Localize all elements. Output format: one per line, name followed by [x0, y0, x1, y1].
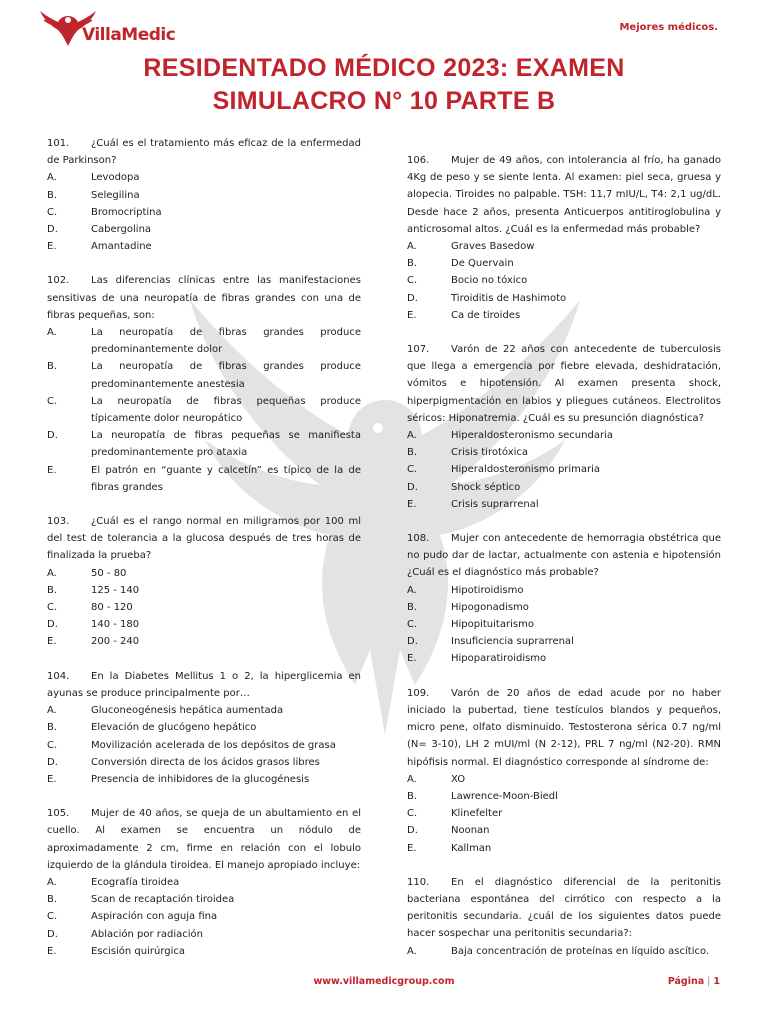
question-text: Las diferencias clínicas entre las manifestaciones sensitivas de una neuropatía de fibras grandes con una de fibras pequeñas, son:: [47, 275, 361, 321]
answer-option: [407, 943, 721, 960]
option-letter: A.: [407, 945, 417, 957]
question-number: 105.: [47, 808, 70, 820]
question-stem: [407, 341, 721, 427]
answer-option: [47, 702, 361, 719]
answer-option: [47, 633, 361, 650]
answer-option: [47, 943, 361, 960]
question-stem: [407, 152, 721, 238]
option-text: El patrón en “guante y calcetín” es típico de la de fibras grandes: [91, 464, 361, 493]
option-letter: D.: [47, 928, 58, 940]
answer-option: [47, 771, 361, 788]
answer-option: [47, 358, 361, 392]
answer-option: [47, 427, 361, 461]
option-letter: C.: [407, 275, 418, 287]
question-stem: [407, 530, 721, 582]
option-text: Ablación por radiación: [91, 928, 203, 940]
option-text: Lawrence-Moon-Biedl: [451, 790, 558, 802]
answer-option: [407, 599, 721, 616]
answer-option: [47, 221, 361, 238]
option-text: Aspiración con aguja fina: [91, 911, 218, 923]
title-line-1: RESIDENTADO MÉDICO 2023: EXAMEN: [143, 54, 625, 82]
option-letter: A.: [47, 327, 57, 339]
answer-option: [47, 616, 361, 633]
option-letter: D.: [47, 430, 58, 442]
option-letter: C.: [47, 602, 58, 614]
page-label: Página: [667, 976, 705, 987]
option-text: Selegilina: [91, 189, 140, 201]
question-item: [407, 341, 721, 513]
question-item: [407, 530, 721, 668]
option-letter: A.: [47, 876, 57, 888]
question-item: [47, 668, 361, 788]
answer-option: [47, 926, 361, 943]
question-stem: [47, 668, 361, 702]
question-stem: [47, 272, 361, 324]
option-letter: B.: [47, 722, 58, 734]
option-letter: E.: [407, 498, 417, 510]
answer-option: [407, 633, 721, 650]
option-text: Presencia de inhibidores de la glucogénesis: [91, 773, 310, 785]
answer-option: [47, 582, 361, 599]
option-letter: A.: [407, 241, 417, 253]
option-letter: A.: [407, 584, 417, 596]
question-stem: [47, 513, 361, 565]
option-letter: D.: [407, 481, 418, 493]
option-text: Cabergolina: [91, 224, 152, 236]
page-number: 1: [713, 976, 720, 987]
page-title: [0, 52, 768, 118]
option-text: Conversión directa de los ácidos grasos libres: [91, 756, 320, 768]
option-text: Escisión quirúrgica: [91, 945, 186, 957]
option-text: Movilización acelerada de los depósitos de grasa: [91, 739, 336, 751]
option-text: Crisis tirotóxica: [451, 447, 529, 459]
option-text: Baja concentración de proteínas en líquido ascítico.: [451, 945, 710, 957]
brand-name: VillaMedic: [82, 25, 176, 45]
answer-option: [47, 737, 361, 754]
question-text: Varón de 20 años de edad acude por no haber iniciado la pubertad, tiene testículos blandos y pequeños, micro pene, olfato disminuido. Testosterona sérica 0.7 ng/ml (N= 3-10), LH 2 mUI/ml (N 2-12), PRL 7 ng/ml (N2-20). RMN hipófisis normal. El diagnóstico corresponde al síndrome de:: [407, 687, 721, 768]
option-letter: D.: [407, 636, 418, 648]
option-text: De Quervain: [451, 258, 514, 270]
answer-option: [407, 496, 721, 513]
option-letter: C.: [47, 911, 58, 923]
option-letter: E.: [407, 842, 417, 854]
question-number: 109.: [407, 687, 430, 699]
question-text: Mujer de 49 años, con intolerancia al frío, ha ganado 4Kg de peso y se siente lenta. Al examen: piel seca, gruesa y alopecia. Tiroides no palpable. TSH: 11,7 mIU/L, T4: 2,1 ug/dL. Desde hace 2 años, presenta Anticuerpos antitiroglobulina y anticrosomal altos. ¿Cuál es la enfermedad más probable?: [407, 155, 721, 235]
option-letter: B.: [47, 361, 58, 373]
question-text: En el diagnóstico diferencial de la peritonitis bacteriana espontánea del cirrótico con respecto a la peritonitis secundaria. ¿cuál de los siguientes datos puede hacer sospechar una peritonitis secundaria?:: [407, 876, 721, 940]
answer-option: [407, 788, 721, 805]
option-letter: C.: [407, 808, 418, 820]
answer-option: [47, 908, 361, 925]
option-letter: A.: [47, 567, 57, 579]
option-text: Shock séptico: [451, 481, 521, 493]
answer-option: [47, 754, 361, 771]
answer-option: [47, 719, 361, 736]
option-text: Ecografía tiroidea: [91, 876, 180, 888]
answer-option: [47, 169, 361, 186]
question-stem: [407, 874, 721, 943]
option-letter: E.: [47, 464, 57, 476]
option-text: Elevación de glucógeno hepático: [91, 722, 257, 734]
title-line-2: SIMULACRO N° 10 PARTE B: [212, 87, 556, 115]
page-separator: |: [707, 976, 711, 987]
option-text: Crisis suprarrenal: [451, 498, 539, 510]
option-text: Bromocriptina: [91, 206, 162, 218]
question-text: ¿Cuál es el rango normal en miligramos por 100 ml del test de tolerancia a la glucosa después de tres horas de finalizada la prueba?: [47, 516, 361, 562]
option-text: La neuropatía de fibras grandes produce predominantemente anestesia: [91, 361, 361, 390]
option-letter: C.: [407, 619, 418, 631]
option-text: Hipopituitarismo: [451, 619, 534, 631]
question-text: ¿Cuál es el tratamiento más eficaz de la enfermedad de Parkinson?: [47, 138, 361, 167]
option-letter: D.: [47, 224, 58, 236]
question-number: 104.: [47, 670, 70, 682]
question-item: [47, 805, 361, 960]
option-text: XO: [451, 773, 466, 785]
option-letter: B.: [407, 790, 418, 802]
answer-option: [407, 840, 721, 857]
option-text: 140 - 180: [91, 619, 140, 631]
page-header: [0, 0, 768, 48]
question-number: 101.: [47, 138, 70, 149]
option-text: Hipotiroidismo: [451, 584, 524, 596]
answer-option: [407, 771, 721, 788]
question-stem: [47, 805, 361, 874]
answer-option: [47, 393, 361, 427]
answer-option: [47, 324, 361, 358]
footer-page-number: [668, 976, 720, 987]
footer-url[interactable]: www.villamedicgroup.com: [313, 976, 455, 987]
option-letter: D.: [407, 825, 418, 837]
answer-option: [407, 307, 721, 324]
question-item: [407, 685, 721, 857]
question-number: 110.: [407, 876, 430, 888]
answer-option: [47, 238, 361, 255]
question-item: [407, 874, 721, 960]
question-text: Varón de 22 años con antecedente de tuberculosis que llega a emergencia por fiebre elevada, deshidratación, vómitos e hipotensión. Al examen presenta shock, hiperpigmentación en labios y pliegues cutáneos. Electrolitos séricos: Hiponatremia. ¿Cuál es su presunción diagnóstica?: [407, 344, 721, 424]
tagline: Mejores médicos.: [619, 22, 718, 33]
option-text: 125 - 140: [91, 584, 140, 596]
question-item: [407, 152, 721, 324]
option-letter: C.: [47, 739, 58, 751]
option-text: Klinefelter: [451, 808, 503, 820]
option-text: La neuropatía de fibras grandes produce predominantemente dolor: [91, 327, 361, 356]
option-text: Amantadine: [91, 241, 152, 253]
option-text: Ca de tiroides: [451, 309, 521, 321]
option-letter: B.: [407, 601, 418, 613]
option-text: Hipogonadismo: [451, 601, 529, 613]
option-text: La neuropatía de fibras pequeñas se manifiesta predominantemente pro ataxia: [91, 430, 361, 459]
option-text: 200 - 240: [91, 636, 140, 648]
option-letter: D.: [47, 756, 58, 768]
option-letter: A.: [47, 705, 57, 717]
question-item: [47, 513, 361, 651]
option-text: Levodopa: [91, 172, 140, 184]
question-text: Mujer de 40 años, se queja de un abultamiento en el cuello. Al examen se encuentra un nódulo de aproximadamente 2 cm, firme en relación con el lobulo izquierdo de la glándula tiroidea. El manejo apropiado incluye:: [47, 808, 361, 871]
option-letter: E.: [47, 241, 57, 253]
answer-option: [47, 891, 361, 908]
answer-option: [407, 582, 721, 599]
option-text: Graves Basedow: [451, 241, 535, 253]
option-letter: D.: [47, 619, 58, 631]
option-text: 50 - 80: [91, 567, 127, 579]
answer-option: [407, 290, 721, 307]
option-letter: B.: [407, 447, 418, 459]
question-number: 108.: [407, 533, 430, 545]
answer-option: [407, 805, 721, 822]
option-text: 80 - 120: [91, 602, 133, 614]
answer-option: [407, 272, 721, 289]
answer-option: [407, 427, 721, 444]
option-letter: E.: [407, 309, 417, 321]
answer-option: [407, 444, 721, 461]
answer-option: [47, 565, 361, 582]
question-number: 102.: [47, 275, 70, 287]
question-item: [47, 272, 361, 496]
question-number: 107.: [407, 344, 430, 356]
answer-option: [47, 874, 361, 891]
question-number: 106.: [407, 155, 430, 166]
option-letter: A.: [407, 773, 417, 785]
option-text: Scan de recaptación tiroidea: [91, 894, 235, 906]
question-number: 103.: [47, 516, 70, 528]
answer-option: [407, 461, 721, 478]
option-letter: E.: [47, 636, 57, 648]
question-item: [47, 135, 361, 255]
option-letter: C.: [47, 395, 58, 407]
option-letter: E.: [407, 653, 417, 665]
option-letter: C.: [47, 206, 58, 218]
option-letter: B.: [407, 258, 418, 270]
option-letter: E.: [47, 945, 57, 957]
option-letter: B.: [47, 894, 58, 906]
answer-option: [407, 822, 721, 839]
questions-right-column: [407, 152, 721, 977]
option-text: Gluconeogénesis hepática aumentada: [91, 705, 284, 717]
option-text: Hiperaldosteronismo secundaria: [451, 430, 613, 442]
option-letter: C.: [407, 464, 418, 476]
question-stem: [407, 685, 721, 771]
question-stem: [47, 135, 361, 169]
answer-option: [407, 255, 721, 272]
answer-option: [47, 204, 361, 221]
answer-option: [47, 187, 361, 204]
option-letter: B.: [47, 584, 58, 596]
option-text: Tiroiditis de Hashimoto: [451, 292, 567, 304]
option-text: Kallman: [451, 842, 492, 854]
option-letter: B.: [47, 189, 58, 201]
option-text: La neuropatía de fibras pequeñas produce típicamente dolor neuropático: [91, 395, 361, 425]
option-text: Bocio no tóxico: [451, 275, 528, 287]
answer-option: [407, 238, 721, 255]
option-text: Hiperaldosteronismo primaria: [451, 464, 601, 476]
questions-left-column: [47, 135, 361, 977]
answer-option: [47, 599, 361, 616]
answer-option: [407, 616, 721, 633]
option-letter: A.: [407, 430, 417, 442]
option-text: Noonan: [451, 825, 490, 837]
option-letter: D.: [407, 292, 418, 304]
option-letter: E.: [47, 773, 57, 785]
question-text: En la Diabetes Mellitus 1 o 2, la hiperglicemia en ayunas se produce principalmente por…: [47, 670, 361, 699]
option-text: Insuficiencia suprarrenal: [451, 636, 574, 648]
answer-option: [47, 462, 361, 496]
question-text: Mujer con antecedente de hemorragia obstétrica que no pudo dar de lactar, actualmente con astenia e hipotensión ¿Cuál es el diagnóstico más probable?: [407, 533, 721, 579]
answer-option: [407, 479, 721, 496]
option-letter: A.: [47, 172, 57, 184]
option-text: Hipoparatiroidismo: [451, 653, 547, 665]
answer-option: [407, 650, 721, 667]
